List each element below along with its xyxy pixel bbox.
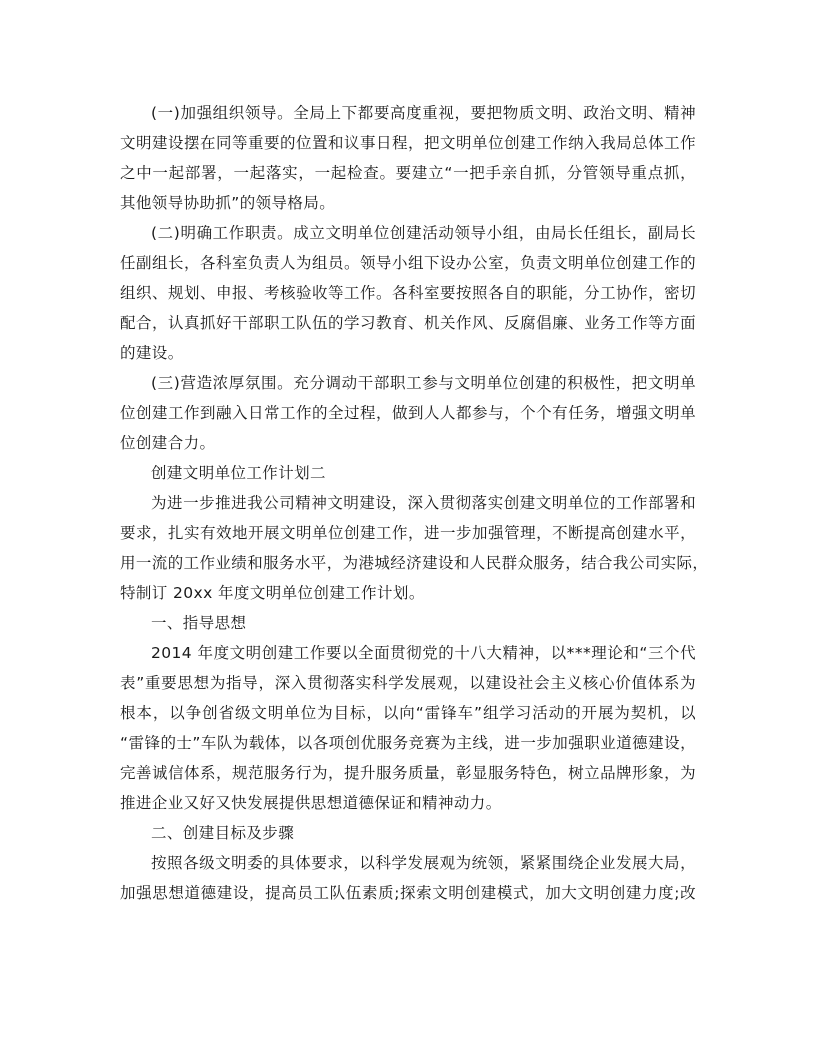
heading-goals-and-steps xyxy=(120,818,696,848)
text-line: 任副组长，各科室负责人为组员。领导小组下设办公室，负责文明单位创建工作的 xyxy=(120,254,696,272)
text-line: 位创建合力。 xyxy=(120,434,216,452)
section-title-plan-two xyxy=(120,458,696,488)
text-line: 组织、规划、申报、考核验收等工作。各科室要按照各自的职能，分工协作，密切 xyxy=(120,284,696,302)
text-line: (三)营造浓厚氛围。充分调动干部职工参与文明单位创建的积极性，把文明单 xyxy=(151,374,696,392)
document-body xyxy=(120,98,709,908)
text-line: 用一流的工作业绩和服务水平，为港城经济建设和人民群众服务，结合我公司实际， xyxy=(120,554,709,572)
paragraph-goals-and-steps xyxy=(120,848,696,908)
paragraph-organization-leadership xyxy=(120,98,696,218)
text-line: 按照各级文明委的具体要求，以科学发展观为统领，紧紧围绕企业发展大局， xyxy=(151,854,696,872)
paragraph-atmosphere xyxy=(120,368,696,458)
text-line: 文明建设摆在同等重要的位置和议事日程，把文明单位创建工作纳入我局总体工作 xyxy=(120,134,696,152)
text-line: 表”重要思想为指导，深入贯彻落实科学发展观，以建设社会主义核心价值体系为 xyxy=(120,674,696,692)
paragraph-introduction xyxy=(120,488,709,608)
heading-guiding-ideology xyxy=(120,608,696,638)
paragraph-guiding-ideology xyxy=(120,638,696,818)
text-line: (一)加强组织领导。全局上下都要高度重视，要把物质文明、政治文明、精神 xyxy=(151,104,696,122)
text-line: (二)明确工作职责。成立文明单位创建活动领导小组，由局长任组长，副局长 xyxy=(151,224,696,242)
text-line: 位创建工作到融入日常工作的全过程，做到人人都参与，个个有任务，增强文明单 xyxy=(120,404,696,422)
text-line: “雷锋的士”车队为载体，以各项创优服务竞赛为主线，进一步加强职业道德建设， xyxy=(120,734,696,752)
text-line: 要求，扎实有效地开展文明单位创建工作，进一步加强管理，不断提高创建水平， xyxy=(120,524,696,542)
text-line: 完善诚信体系，规范服务行为，提升服务质量，彰显服务特色，树立品牌形象，为 xyxy=(120,764,696,782)
text-line: 为进一步推进我公司精神文明建设，深入贯彻落实创建文明单位的工作部署和 xyxy=(151,494,696,512)
text-line: 特制订 20xx 年度文明单位创建工作计划。 xyxy=(120,584,425,602)
text-line: 一、指导思想 xyxy=(151,614,247,632)
text-line: 根本，以争创省级文明单位为目标，以向“雷锋车”组学习活动的开展为契机，以 xyxy=(120,704,696,722)
text-line: 推进企业又好又快发展提供思想道德保证和精神动力。 xyxy=(120,794,502,812)
text-line: 的建设。 xyxy=(120,344,184,362)
paragraph-work-responsibilities xyxy=(120,218,696,368)
text-line: 配合，认真抓好干部职工队伍的学习教育、机关作风、反腐倡廉、业务工作等方面 xyxy=(120,314,696,332)
text-line: 二、创建目标及步骤 xyxy=(151,824,295,842)
text-line: 加强思想道德建设，提高员工队伍素质;探索文明创建模式，加大文明创建力度;改 xyxy=(120,884,696,902)
text-line: 创建文明单位工作计划二 xyxy=(151,464,326,482)
text-line: 2014 年度文明创建工作要以全面贯彻党的十八大精神，以***理论和“三个代 xyxy=(151,644,696,662)
text-line: 其他领导协助抓”的领导格局。 xyxy=(120,194,336,212)
text-line: 之中一起部署，一起落实，一起检查。要建立“一把手亲自抓，分管领导重点抓， xyxy=(120,164,696,182)
